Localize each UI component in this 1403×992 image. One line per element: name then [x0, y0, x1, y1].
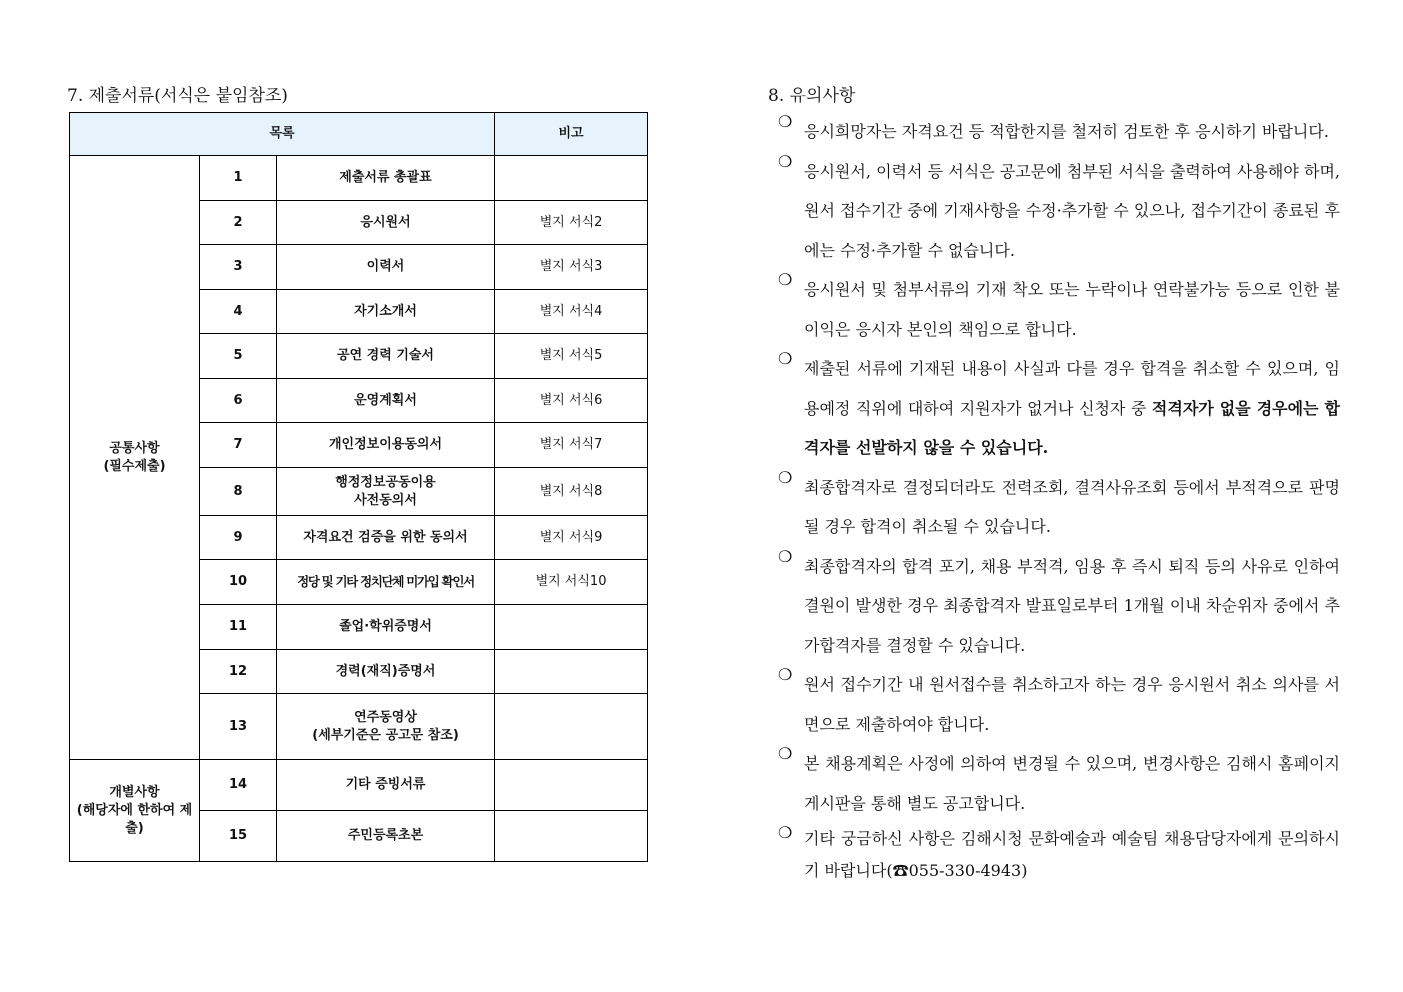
- table-row: [70, 156, 648, 201]
- note-text: 응시원서, 이력서 등 서식은 공고문에 첨부된 서식을 출력하여 사용해야 하며, 원서 접수기간 중에 기재사항을 수정·추가할 수 있으나, 접수기간이 종료된 후에는 수정·추가할 수 없습니다.: [804, 161, 1340, 260]
- row-note: 별지 서식5: [495, 334, 648, 379]
- row-note: [495, 605, 648, 650]
- list-item: [778, 468, 1340, 547]
- row-document: 정당 및 기타 정치단체 미가입 확인서: [277, 560, 495, 605]
- row-note: 별지 서식8: [495, 468, 648, 516]
- documents-table: [69, 112, 648, 862]
- row-note: [495, 760, 648, 811]
- row-document: 졸업·학위증명서: [277, 605, 495, 650]
- group-individual: 개별사항 (해당자에 한하여 제출): [70, 760, 200, 862]
- list-item: [778, 349, 1340, 468]
- row-note: 별지 서식4: [495, 290, 648, 334]
- row-number: 9: [200, 516, 277, 560]
- list-item: [778, 270, 1340, 349]
- row-note: [495, 811, 648, 862]
- row-note: 별지 서식2: [495, 201, 648, 245]
- row-document: 연주동영상 (세부기준은 공고문 참조): [277, 694, 495, 760]
- list-item: [778, 744, 1340, 823]
- circle-bullet-icon: ❍: [778, 744, 793, 763]
- row-number: 15: [200, 811, 277, 862]
- circle-bullet-icon: ❍: [778, 349, 793, 368]
- row-number: 13: [200, 694, 277, 760]
- circle-bullet-icon: ❍: [778, 467, 793, 487]
- row-document: 개인정보이용동의서: [277, 423, 495, 468]
- circle-bullet-icon: ❍: [778, 546, 793, 566]
- row-note: 별지 서식6: [495, 379, 648, 423]
- row-number: 4: [200, 290, 277, 334]
- group-common: 공통사항 (필수제출): [70, 156, 200, 760]
- note-text: 최종합격자의 합격 포기, 채용 부적격, 임용 후 즉시 퇴직 등의 사유로 인하여 결원이 발생한 경우 최종합격자 발표일로부터 1개월 이내 차순위자 중에서 추가합격자를 결정할 수 있습니다.: [804, 556, 1340, 655]
- note-emphasis: 적격자가 없을 경우에는 합격자를 선발하지 않을 수 있습니다.: [804, 398, 1340, 457]
- row-document: 공연 경력 기술서: [277, 334, 495, 379]
- header-list: 목록: [70, 113, 495, 156]
- circle-bullet-icon: ❍: [778, 665, 793, 684]
- row-document: 운영계획서: [277, 379, 495, 423]
- row-number: 6: [200, 379, 277, 423]
- circle-bullet-icon: ❍: [778, 823, 793, 842]
- note-text: 제출된 서류에 기재된 내용이 사실과 다를 경우 합격을 취소할 수 있으며, 임용예정 직위에 대하여 지원자가 없거나 신청자 중 적격자가 없을 경우에는 합격자를 선발하지 않을 수 있습니다.: [804, 359, 1340, 457]
- note-text: 응시희망자는 자격요건 등 적합한지를 철저히 검토한 후 응시하기 바랍니다.: [804, 122, 1329, 141]
- row-note: [495, 650, 648, 694]
- note-text: 본 채용계획은 사정에 의하여 변경될 수 있으며, 변경사항은 김해시 홈페이지 게시판을 통해 별도 공고합니다.: [804, 754, 1340, 813]
- row-note: [495, 156, 648, 201]
- row-document: 경력(재직)증명서: [277, 650, 495, 694]
- note-text: 기타 궁금하신 사항은 김해시청 문화예술과 예술팀 채용담당자에게 문의하시기 바랍니다(☎055-330-4943): [804, 829, 1340, 880]
- list-item: [778, 547, 1340, 666]
- table-row: [70, 760, 648, 811]
- row-note: 별지 서식3: [495, 245, 648, 290]
- list-item: [778, 152, 1340, 271]
- row-document: 자격요건 검증을 위한 동의서: [277, 516, 495, 560]
- row-number: 5: [200, 334, 277, 379]
- note-text: 응시원서 및 첨부서류의 기재 착오 또는 누락이나 연락불가능 등으로 인한 불이익은 응시자 본인의 책임으로 합니다.: [804, 280, 1340, 339]
- row-number: 1: [200, 156, 277, 201]
- header-note: 비고: [495, 113, 648, 156]
- row-document: 주민등록초본: [277, 811, 495, 862]
- row-document: 응시원서: [277, 201, 495, 245]
- table-header-row: [70, 113, 648, 156]
- row-document: 제출서류 총괄표: [277, 156, 495, 201]
- row-document: 자기소개서: [277, 290, 495, 334]
- row-number: 2: [200, 201, 277, 245]
- row-number: 8: [200, 468, 277, 516]
- row-document: 이력서: [277, 245, 495, 290]
- list-item: [778, 823, 1340, 887]
- note-text: 최종합격자로 결정되더라도 전력조회, 결격사유조회 등에서 부적격으로 판명될 경우 합격이 취소될 수 있습니다.: [804, 477, 1340, 536]
- list-item: [778, 112, 1340, 152]
- notes-list: [778, 112, 1340, 887]
- circle-bullet-icon: ❍: [778, 270, 793, 289]
- note-text: 원서 접수기간 내 원서접수를 취소하고자 하는 경우 응시원서 취소 의사를 서면으로 제출하여야 합니다.: [804, 675, 1340, 734]
- row-number: 11: [200, 605, 277, 650]
- row-document: 행정정보공동이용 사전동의서: [277, 468, 495, 516]
- row-document: 기타 증빙서류: [277, 760, 495, 811]
- section-title-documents: 7. 제출서류(서식은 붙임참조): [67, 86, 288, 106]
- row-number: 14: [200, 760, 277, 811]
- row-number: 7: [200, 423, 277, 468]
- row-note: 별지 서식10: [495, 560, 648, 605]
- section-title-notes: 8. 유의사항: [768, 86, 856, 106]
- circle-bullet-icon: ❍: [778, 151, 793, 171]
- list-item: [778, 665, 1340, 744]
- row-note: 별지 서식7: [495, 423, 648, 468]
- row-note: [495, 694, 648, 760]
- circle-bullet-icon: ❍: [778, 112, 793, 131]
- row-number: 12: [200, 650, 277, 694]
- row-number: 10: [200, 560, 277, 605]
- row-note: 별지 서식9: [495, 516, 648, 560]
- row-number: 3: [200, 245, 277, 290]
